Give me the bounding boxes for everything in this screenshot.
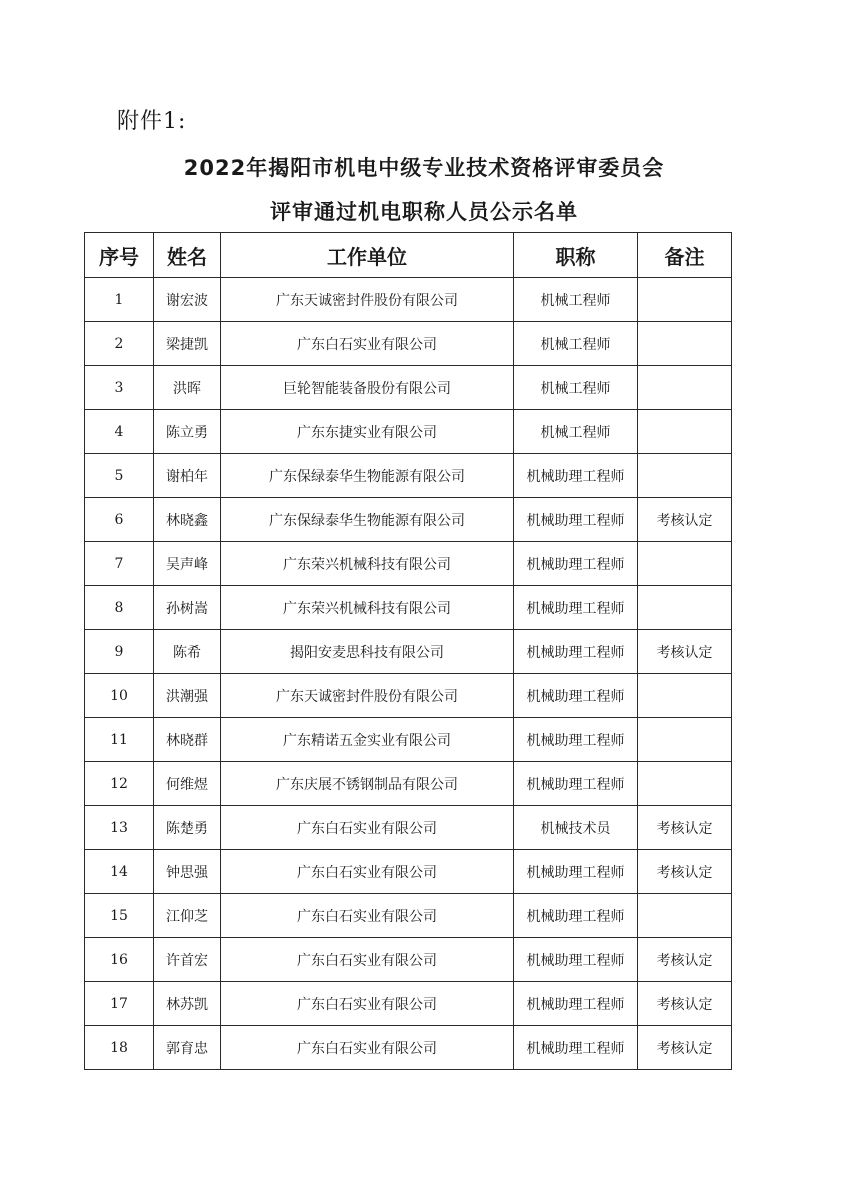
cell-work-unit: 广东天诚密封件股份有限公司 [221,278,514,322]
cell-work-unit: 广东庆展不锈钢制品有限公司 [221,762,514,806]
cell-work-unit: 广东白石实业有限公司 [221,806,514,850]
table-row [85,674,732,718]
table-row [85,498,732,542]
table-row [85,366,732,410]
cell-name: 林晓鑫 [154,498,221,542]
cell-serial-number: 2 [85,322,154,366]
cell-name: 林苏凯 [154,982,221,1026]
table-row [85,454,732,498]
table-row [85,410,732,454]
cell-professional-title: 机械工程师 [514,410,638,454]
cell-work-unit: 广东精诺五金实业有限公司 [221,718,514,762]
cell-professional-title: 机械助理工程师 [514,454,638,498]
cell-name: 林晓群 [154,718,221,762]
cell-name: 郭育忠 [154,1026,221,1070]
cell-remarks: 考核认定 [638,850,732,894]
cell-remarks: 考核认定 [638,806,732,850]
cell-professional-title: 机械助理工程师 [514,894,638,938]
table-row [85,718,732,762]
cell-work-unit: 广东白石实业有限公司 [221,938,514,982]
table-row [85,982,732,1026]
cell-serial-number: 14 [85,850,154,894]
table-row [85,894,732,938]
cell-professional-title: 机械助理工程师 [514,982,638,1026]
cell-serial-number: 8 [85,586,154,630]
cell-name: 洪晖 [154,366,221,410]
cell-remarks [638,586,732,630]
table-row [85,1026,732,1070]
cell-work-unit: 广东保绿泰华生物能源有限公司 [221,454,514,498]
cell-professional-title: 机械助理工程师 [514,674,638,718]
cell-work-unit: 广东白石实业有限公司 [221,850,514,894]
cell-professional-title: 机械工程师 [514,366,638,410]
cell-serial-number: 16 [85,938,154,982]
cell-serial-number: 7 [85,542,154,586]
cell-work-unit: 巨轮智能装备股份有限公司 [221,366,514,410]
cell-name: 许首宏 [154,938,221,982]
cell-work-unit: 广东白石实业有限公司 [221,982,514,1026]
cell-name: 谢柏年 [154,454,221,498]
table-row [85,630,732,674]
cell-professional-title: 机械助理工程师 [514,498,638,542]
cell-professional-title: 机械助理工程师 [514,850,638,894]
cell-remarks [638,718,732,762]
table-row [85,278,732,322]
cell-name: 谢宏波 [154,278,221,322]
cell-name: 陈楚勇 [154,806,221,850]
cell-serial-number: 3 [85,366,154,410]
cell-remarks [638,674,732,718]
cell-professional-title: 机械工程师 [514,322,638,366]
cell-name: 梁捷凯 [154,322,221,366]
header-work-unit: 工作单位 [221,233,514,278]
cell-remarks [638,454,732,498]
cell-serial-number: 15 [85,894,154,938]
cell-professional-title: 机械助理工程师 [514,1026,638,1070]
cell-work-unit: 广东白石实业有限公司 [221,322,514,366]
roster-table [84,232,732,1070]
cell-serial-number: 1 [85,278,154,322]
cell-professional-title: 机械工程师 [514,278,638,322]
cell-remarks: 考核认定 [638,982,732,1026]
cell-name: 陈希 [154,630,221,674]
cell-remarks: 考核认定 [638,1026,732,1070]
cell-serial-number: 11 [85,718,154,762]
cell-professional-title: 机械助理工程师 [514,586,638,630]
cell-work-unit: 广东天诚密封件股份有限公司 [221,674,514,718]
cell-work-unit: 揭阳安麦思科技有限公司 [221,630,514,674]
cell-work-unit: 广东白石实业有限公司 [221,894,514,938]
cell-professional-title: 机械助理工程师 [514,718,638,762]
cell-remarks [638,278,732,322]
cell-work-unit: 广东保绿泰华生物能源有限公司 [221,498,514,542]
cell-remarks: 考核认定 [638,630,732,674]
table-row [85,542,732,586]
cell-professional-title: 机械助理工程师 [514,630,638,674]
table-row [85,850,732,894]
table-header-row [85,233,732,278]
cell-name: 孙树嵩 [154,586,221,630]
cell-remarks: 考核认定 [638,498,732,542]
cell-serial-number: 18 [85,1026,154,1070]
cell-serial-number: 5 [85,454,154,498]
table-row [85,586,732,630]
cell-serial-number: 13 [85,806,154,850]
header-professional-title: 职称 [514,233,638,278]
cell-work-unit: 广东荣兴机械科技有限公司 [221,542,514,586]
cell-serial-number: 10 [85,674,154,718]
cell-work-unit: 广东东捷实业有限公司 [221,410,514,454]
table-row [85,762,732,806]
table-row [85,322,732,366]
table-row [85,806,732,850]
cell-remarks [638,366,732,410]
cell-name: 吴声峰 [154,542,221,586]
cell-remarks [638,894,732,938]
cell-professional-title: 机械助理工程师 [514,542,638,586]
cell-serial-number: 17 [85,982,154,1026]
cell-remarks: 考核认定 [638,938,732,982]
cell-name: 钟思强 [154,850,221,894]
header-remarks: 备注 [638,233,732,278]
cell-name: 何维煜 [154,762,221,806]
cell-remarks [638,542,732,586]
table-row [85,938,732,982]
cell-serial-number: 9 [85,630,154,674]
cell-serial-number: 4 [85,410,154,454]
document-title-line-2: 评审通过机电职称人员公示名单 [270,200,578,224]
table-body [85,278,732,1070]
cell-professional-title: 机械助理工程师 [514,938,638,982]
cell-serial-number: 12 [85,762,154,806]
header-serial-number: 序号 [85,233,154,278]
cell-professional-title: 机械技术员 [514,806,638,850]
cell-name: 江仰芝 [154,894,221,938]
cell-work-unit: 广东荣兴机械科技有限公司 [221,586,514,630]
document-title-line-1: 2022年揭阳市机电中级专业技术资格评审委员会 [183,156,665,180]
cell-remarks [638,410,732,454]
cell-remarks [638,322,732,366]
cell-work-unit: 广东白石实业有限公司 [221,1026,514,1070]
cell-remarks [638,762,732,806]
attachment-label: 附件1: [117,109,187,134]
cell-professional-title: 机械助理工程师 [514,762,638,806]
cell-name: 洪潮强 [154,674,221,718]
cell-name: 陈立勇 [154,410,221,454]
cell-serial-number: 6 [85,498,154,542]
header-name: 姓名 [154,233,221,278]
